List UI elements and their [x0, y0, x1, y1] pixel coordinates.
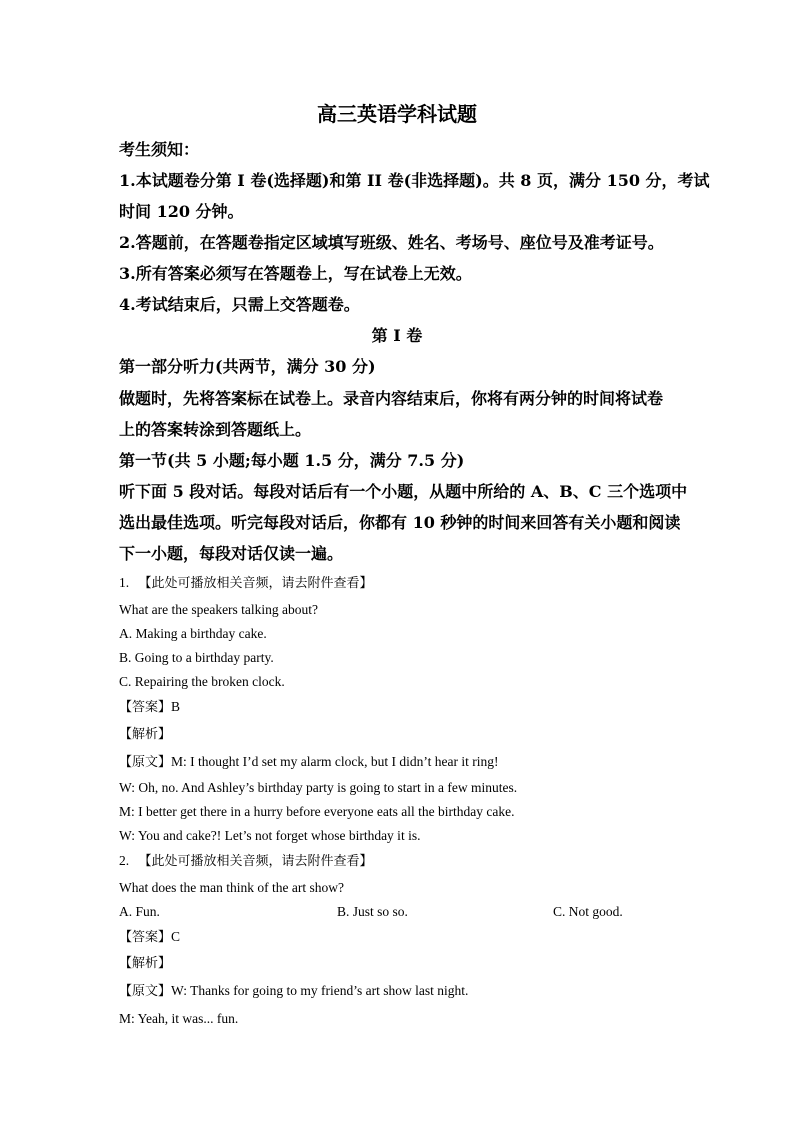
page-title: 高三英语学科试题: [317, 102, 477, 126]
question-2-option-b: B. Just so so.: [337, 904, 408, 919]
question-1-analysis-label: 【解析】: [119, 727, 172, 742]
volume-heading: 第 I 卷: [371, 326, 423, 345]
question-1-audio-link[interactable]: 【此处可播放相关音频，请去附件查看】: [138, 576, 373, 591]
question-2-answer: [119, 928, 180, 946]
question-1-transcript-line-1: [119, 753, 498, 771]
instruction-1-line-1: 1.本试题卷分第 I 卷(选择题)和第 II 卷(非选择题)。共 8 页，满分 150 分，考试: [119, 171, 710, 190]
answer-value: B: [171, 699, 181, 714]
part1-desc-line-1: 做题时，先将答案标在试卷上。录音内容结束后，你将有两分钟的时间将试卷: [119, 389, 664, 408]
question-2-audio-row: [119, 852, 373, 870]
question-2-transcript-line-1: [119, 982, 468, 1000]
answer-value: C: [171, 929, 181, 944]
question-1-transcript-line-2: W: Oh, no. And Ashley’s birthday party is going to start in a few minutes.: [119, 780, 518, 795]
section1-line-2: 选出最佳选项。听完每段对话后，你都有 10 秒钟的时间来回答有关小题和阅读: [119, 513, 681, 532]
question-2-option-c: C. Not good.: [553, 904, 623, 919]
question-1-transcript-line-3: M: I better get there in a hurry before everyone eats all the birthday cake.: [119, 804, 515, 819]
instruction-3: 3.所有答案必须写在答题卷上，写在试卷上无效。: [119, 264, 472, 283]
question-2-audio-link[interactable]: 【此处可播放相关音频，请去附件查看】: [138, 854, 373, 869]
instruction-2: 2.答题前，在答题卷指定区域填写班级、姓名、考场号、座位号及准考证号。: [119, 233, 664, 252]
instruction-4: 4.考试结束后，只需上交答题卷。: [119, 295, 360, 314]
original-label: 【原文】: [119, 755, 172, 770]
transcript-text: M: I thought I’d set my alarm clock, but I didn’t hear it ring!: [171, 754, 499, 769]
answer-label: 【答案】: [119, 700, 172, 715]
question-1-option-a: A. Making a birthday cake.: [119, 626, 267, 641]
question-1-audio-row: [119, 574, 373, 592]
instruction-1-line-2: 时间 120 分钟。: [119, 202, 244, 221]
question-1-option-b: B. Going to a birthday party.: [119, 650, 274, 665]
section1-heading: 第一节(共 5 小题;每小题 1.5 分，满分 7.5 分): [119, 451, 465, 470]
section1-line-3: 下一小题，每段对话仅读一遍。: [119, 544, 344, 563]
question-1-answer: [119, 698, 180, 716]
transcript-text: W: Thanks for going to my friend’s art show last night.: [171, 983, 469, 998]
question-2-option-a: A. Fun.: [119, 904, 160, 919]
question-1-text: What are the speakers talking about?: [119, 602, 319, 617]
instructions-heading: 考生须知：: [119, 140, 200, 159]
part1-desc-line-2: 上的答案转涂到答题纸上。: [119, 420, 312, 439]
part1-heading: 第一部分听力(共两节，满分 30 分): [119, 357, 376, 376]
question-2-number: 2.: [119, 853, 130, 868]
question-2-transcript-line-2: M: Yeah, it was... fun.: [119, 1011, 239, 1026]
answer-label: 【答案】: [119, 930, 172, 945]
question-1-option-c: C. Repairing the broken clock.: [119, 674, 285, 689]
question-1-number: 1.: [119, 575, 130, 590]
question-2-text: What does the man think of the art show?: [119, 880, 344, 895]
question-1-transcript-line-4: W: You and cake?! Let’s not forget whose birthday it is.: [119, 828, 421, 843]
original-label: 【原文】: [119, 984, 172, 999]
section1-line-1: 听下面 5 段对话。每段对话后有一个小题，从题中所给的 A、B、C 三个选项中: [119, 482, 688, 501]
question-2-analysis-label: 【解析】: [119, 956, 172, 971]
